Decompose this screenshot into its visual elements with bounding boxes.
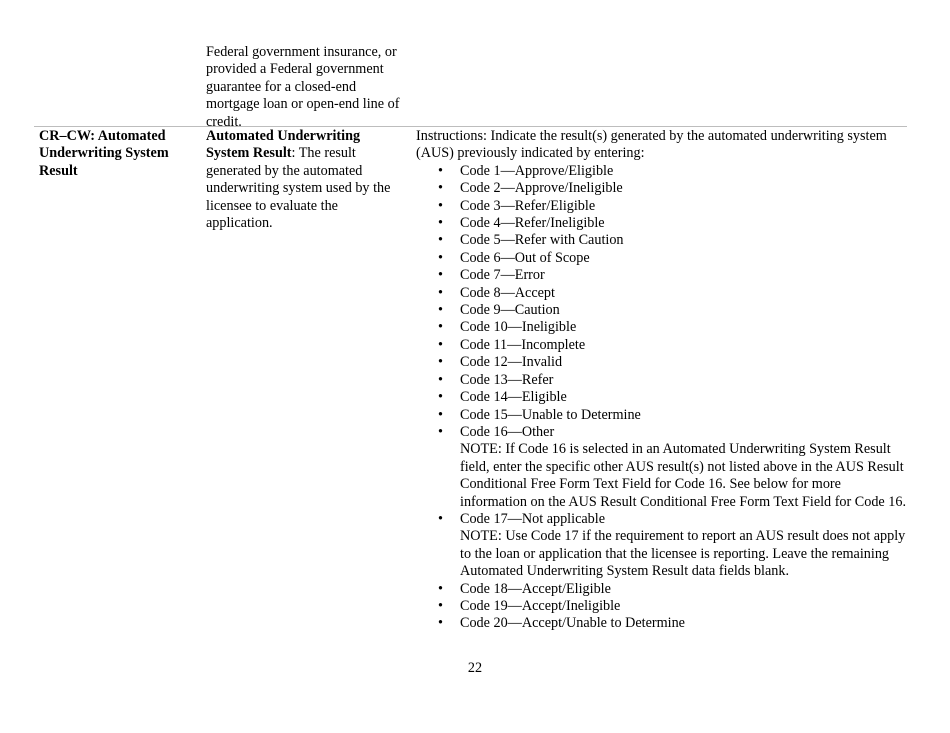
code-label: Code 16—Other bbox=[460, 423, 555, 440]
code-label: Code 4—Refer/Ineligible bbox=[460, 215, 605, 232]
instructions-cell bbox=[416, 128, 906, 633]
code-list bbox=[416, 163, 906, 633]
code-list-item bbox=[416, 581, 906, 598]
code-list-item bbox=[416, 615, 906, 632]
row-divider bbox=[34, 126, 907, 127]
bullet-icon: • bbox=[438, 249, 443, 266]
bullet-icon: • bbox=[438, 615, 443, 632]
code-list-item bbox=[416, 250, 906, 267]
bullet-icon: • bbox=[438, 406, 443, 423]
continuation-text: Federal government insurance, or provided a Federal government guarantee for a closed-end mortgage loan or open-end line of credit. bbox=[206, 44, 400, 130]
code-list-item bbox=[416, 267, 906, 284]
code-list-item bbox=[416, 354, 906, 371]
code-label: Code 20—Accept/Unable to Determine bbox=[460, 615, 685, 632]
instructions-intro: Instructions: Indicate the result(s) generated by the automated underwriting system (AUS) previously indicated by entering: bbox=[416, 128, 887, 162]
code-list-item bbox=[416, 389, 906, 406]
bullet-icon: • bbox=[438, 232, 443, 249]
code-label: Code 17—Not applicable bbox=[460, 510, 605, 527]
code-note: NOTE: Use Code 17 if the requirement to report an AUS result does not apply to the loan or application that the licensee is reporting. Leave the remaining Automated Underwriting System Result data fields blank. bbox=[460, 528, 906, 580]
code-list-item bbox=[416, 180, 906, 197]
bullet-icon: • bbox=[438, 423, 443, 440]
code-label: Code 2—Approve/Ineligible bbox=[460, 180, 623, 197]
bullet-icon: • bbox=[438, 580, 443, 597]
code-list-item bbox=[416, 511, 906, 581]
code-label: Code 11—Incomplete bbox=[460, 336, 586, 353]
code-list-item bbox=[416, 198, 906, 215]
code-list-item bbox=[416, 285, 906, 302]
bullet-icon: • bbox=[438, 336, 443, 353]
code-label: Code 1—Approve/Eligible bbox=[460, 162, 614, 179]
code-label: Code 5—Refer with Caution bbox=[460, 232, 624, 249]
code-label: Code 3—Refer/Eligible bbox=[460, 197, 596, 214]
bullet-icon: • bbox=[438, 267, 443, 284]
bullet-icon: • bbox=[438, 162, 443, 179]
bullet-icon: • bbox=[438, 371, 443, 388]
code-label: Code 8—Accept bbox=[460, 284, 555, 301]
code-list-item bbox=[416, 215, 906, 232]
bullet-icon: • bbox=[438, 197, 443, 214]
bullet-icon: • bbox=[438, 597, 443, 614]
page-number: 22 bbox=[467, 660, 483, 676]
code-label: Code 15—Unable to Determine bbox=[460, 406, 641, 423]
bullet-icon: • bbox=[438, 354, 443, 371]
code-list-item bbox=[416, 372, 906, 389]
code-label: Code 6—Out of Scope bbox=[460, 249, 590, 266]
code-list-item bbox=[416, 319, 906, 336]
field-name: Automated Underwriting System Result bbox=[206, 128, 361, 162]
code-list-item bbox=[416, 424, 906, 511]
bullet-icon: • bbox=[438, 180, 443, 197]
bullet-icon: • bbox=[438, 302, 443, 319]
code-list-item bbox=[416, 407, 906, 424]
code-list-item bbox=[416, 337, 906, 354]
code-label: Code 14—Eligible bbox=[460, 389, 567, 406]
bullet-icon: • bbox=[438, 319, 443, 336]
code-list-item bbox=[416, 232, 906, 249]
code-label: Code 7—Error bbox=[460, 267, 545, 284]
field-description-cell bbox=[206, 128, 406, 232]
code-label: Code 10—Ineligible bbox=[460, 319, 577, 336]
bullet-icon: • bbox=[438, 284, 443, 301]
field-id-cell: CR–CW: Automated Underwriting System Result bbox=[39, 128, 169, 179]
bullet-icon: • bbox=[438, 510, 443, 527]
code-list-item bbox=[416, 302, 906, 319]
code-label: Code 13—Refer bbox=[460, 371, 554, 388]
code-label: Code 9—Caution bbox=[460, 302, 560, 319]
bullet-icon: • bbox=[438, 389, 443, 406]
code-list-item bbox=[416, 598, 906, 615]
code-label: Code 19—Accept/Ineligible bbox=[460, 597, 621, 614]
code-list-item bbox=[416, 163, 906, 180]
code-label: Code 18—Accept/Eligible bbox=[460, 580, 611, 597]
bullet-icon: • bbox=[438, 215, 443, 232]
code-note: NOTE: If Code 16 is selected in an Automated Underwriting System Result field, enter the specific other AUS result(s) not listed above in the AUS Result Conditional Free Form Text Field for Code 16. See below for more information on the AUS Result Conditional Free Form Text Field for Code 16. bbox=[460, 441, 907, 510]
field-description: : The result generated by the automated underwriting system used by the licensee to evaluate the application. bbox=[206, 145, 391, 232]
code-label: Code 12—Invalid bbox=[460, 354, 563, 371]
